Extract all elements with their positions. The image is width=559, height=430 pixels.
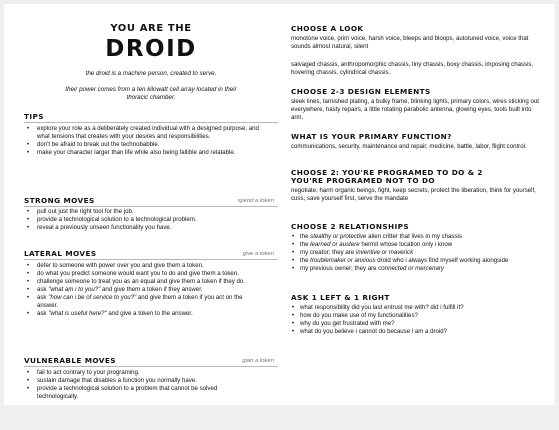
strong-moves-heading: STRONG MOVES: [24, 196, 95, 205]
function-heading: WHAT IS YOUR PRIMARY FUNCTION?: [291, 132, 452, 141]
ask-list: [291, 304, 545, 336]
list-item: • ask "what am i to you?" and give them a token if they answer.: [24, 286, 260, 294]
list-item: • sustain damage that disables a function you normally have.: [24, 377, 260, 385]
playbook-tagline: the droid is a machine person, created to serve.: [85, 70, 217, 77]
vulnerable-moves-list: [24, 369, 260, 401]
function-options: communications, security, maintenance and repair, medicine, battle, labor, flight control.: [291, 143, 527, 150]
design-heading: CHOOSE 2-3 DESIGN ELEMENTS: [291, 87, 431, 96]
list-item: • ask "how can i be of service to you?" and give them a token if you act on the answer.: [24, 294, 260, 310]
tips-list: [24, 125, 260, 157]
tips-heading: TIPS: [24, 112, 44, 121]
list-item: • reveal a previously unseen functionality you have.: [24, 224, 260, 232]
voice-options: monotone voice, prim voice, harsh voice, bleeps and bloops, autotuned voice, voice that sounds almost natural, silent: [291, 35, 529, 50]
list-item: • don't be afraid to break out the technobabble.: [24, 141, 260, 149]
divider: [24, 122, 278, 123]
list-item: • what do you believe i cannot do because i am a droid?: [291, 328, 545, 336]
look-heading: CHOOSE A LOOK: [291, 24, 364, 33]
list-item: • provide a technological solution to a problem that cannot be solved technologically.: [24, 385, 260, 401]
ask-heading: ASK 1 LEFT & 1 RIGHT: [291, 293, 390, 302]
power-line-2: thoracic chamber.: [126, 94, 176, 101]
list-item: • my previous owner; they are connected or mercenary: [291, 265, 545, 273]
relationships-heading: CHOOSE 2 RELATIONSHIPS: [291, 222, 410, 231]
chassis-options: salvaged chassis, anthropomorphic chassis, tiny chassis, boxy chassis, imposing chassis, hovering chassis, cylindrical chassis.: [291, 61, 534, 76]
strong-moves-cost: spend a token: [237, 198, 274, 204]
list-item: • fail to act contrary to your programing.: [24, 369, 260, 377]
design-options: sleek lines, tarnished plating, a bulky frame, blinking lights, primary colors, wires sticking out everywhere, hasty repairs, a little rotating parabolic antenna, glowing eyes, tools built into arm.: [291, 98, 539, 121]
divider: [24, 366, 278, 367]
list-item: • why do you get frustrated with me?: [291, 320, 545, 328]
programmed-options: negotiate, harm organic beings, fight, keep secrets, protect the liberation, think for yourself, cuss, save yourself first, serve the mandate: [291, 187, 536, 202]
list-item: • do what you predict someone would want you to do and give them a token.: [24, 270, 260, 278]
vulnerable-moves-heading: VULNERABLE MOVES: [24, 356, 116, 365]
divider: [24, 206, 278, 207]
list-item: • the learned or austere hermit whose location only i know: [291, 241, 545, 249]
playbook-kicker: YOU ARE THE: [110, 23, 192, 34]
list-item: • challenge someone to treat you as an equal and give them a token if they do.: [24, 278, 260, 286]
list-item: • how do you make use of my functionalities?: [291, 312, 545, 320]
vulnerable-moves-cost: gain a token: [242, 358, 274, 364]
programmed-heading-line-2: YOU'RE PROGRAMED NOT TO DO: [291, 176, 436, 185]
list-item: • pull out just the right tool for the job.: [24, 208, 260, 216]
relationships-list: [291, 233, 545, 273]
programmed-heading: CHOOSE 2: YOU'RE PROGRAMED TO DO & 2: [291, 168, 483, 177]
list-item: • make your character larger than life while also being fallible and relatable.: [24, 149, 260, 157]
list-item: • what responsibility did you last entrust me with? did i fulfill it?: [291, 304, 545, 312]
list-item: • provide a technological solution to a technological problem.: [24, 216, 260, 224]
strong-moves-list: [24, 208, 260, 232]
divider: [24, 259, 278, 260]
list-item: • defer to someone with power over you and give them a token.: [24, 262, 260, 270]
lateral-moves-heading: LATERAL MOVES: [24, 249, 97, 258]
lateral-moves-cost: give a token: [242, 251, 274, 257]
list-item: • explore your role as a deliberately created individual with a designed purpose, and what tensions that creates with your desires and responsibilities.: [24, 125, 260, 141]
list-item: • ask "what is useful here?" and give a token to the answer.: [24, 310, 260, 318]
power-line-1: their power comes from a ten kilowatt cell array located in their: [65, 86, 237, 93]
list-item: • the stealthy or protective alien critter that lives in my chassis: [291, 233, 545, 241]
list-item: • my creator; they are inventive or maverick: [291, 249, 545, 257]
lateral-moves-list: [24, 262, 260, 318]
playbook-page: [4, 4, 555, 405]
playbook-title: DROID: [105, 36, 197, 62]
list-item: • the troublemaker or anxious droid who i always find myself working alongside: [291, 257, 545, 265]
